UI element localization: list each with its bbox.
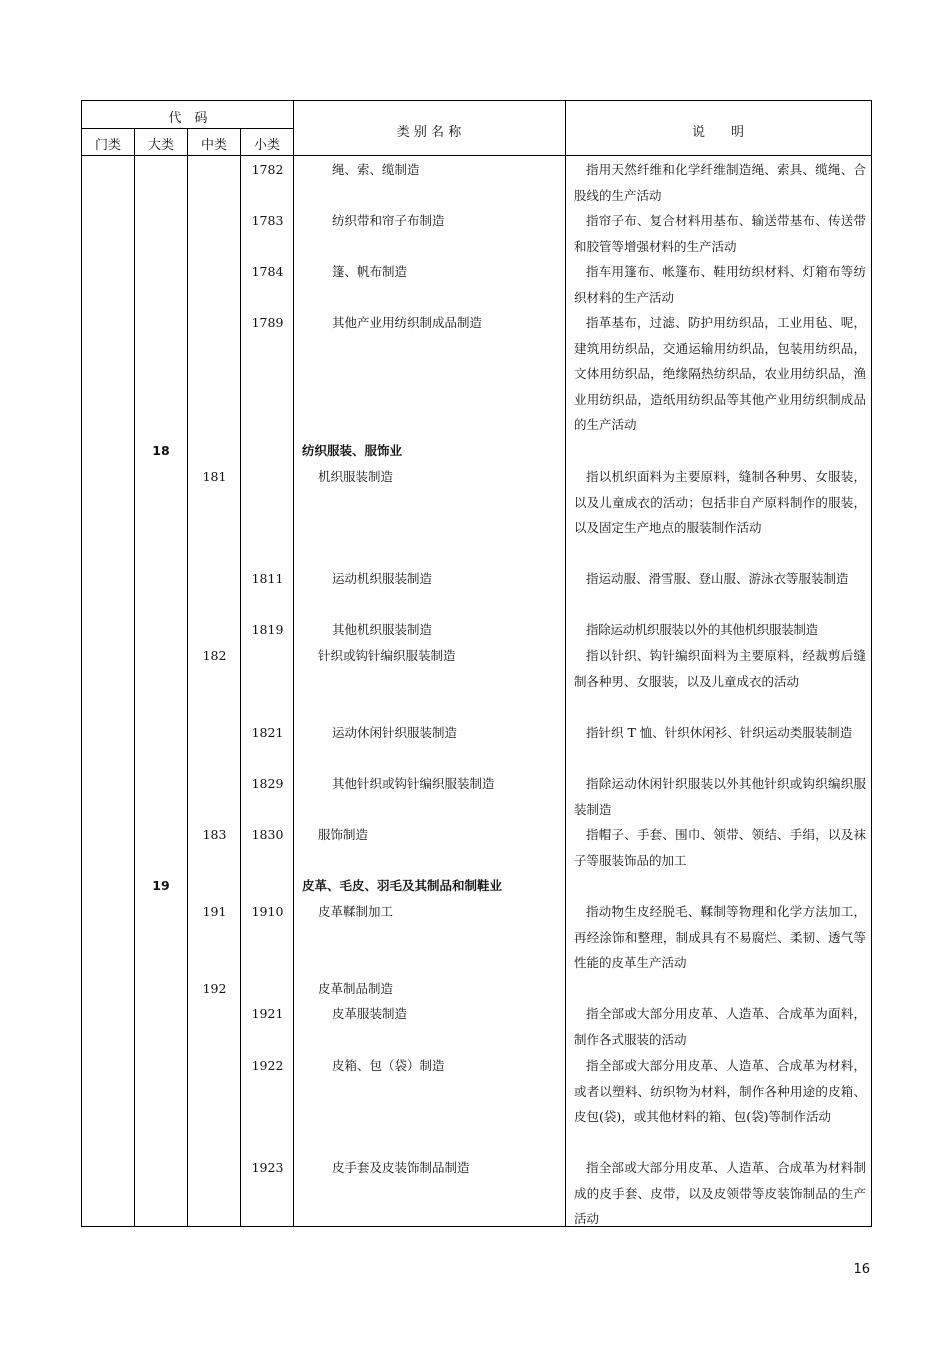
xiaolei-code: 1830 xyxy=(251,827,284,842)
page-number: 16 xyxy=(853,1262,870,1277)
category-description: 指除运动机织服装以外的其他机织服装制造 xyxy=(586,622,818,637)
category-name: 运动休闲针织服装制造 xyxy=(332,725,458,740)
category-description: 指革基布，过滤、防护用纺织品，工业用毡、呢，建筑用纺织品，交通运输用纺织品，包装用纺织品，文体用纺织品，绝缘隔热纺织品，农业用纺织品，渔业用纺织品，造纸用纺织品等其他产业用纺织制成品的生产活动 xyxy=(574,315,866,433)
category-name: 纺织带和帘子布制造 xyxy=(332,213,445,228)
category-description: 指全部或大部分用皮革、人造革、合成革为材料，或者以塑料、纺织物为材料，制作各种用途的皮箱、皮包(袋)，或其他材料的箱、包(袋)等制作活动 xyxy=(574,1058,866,1125)
category-description: 指用天然纤维和化学纤维制造绳、索具、缆绳、合股线的生产活动 xyxy=(574,162,866,203)
xiaolei-code: 1923 xyxy=(251,1160,284,1175)
dalei-code: 18 xyxy=(152,443,170,458)
category-description: 指针织 T 恤、针织休闲衫、针织运动类服装制造 xyxy=(586,725,853,740)
zhonglei-code: 181 xyxy=(202,469,227,484)
xiaolei-code: 1819 xyxy=(251,622,284,637)
xiaolei-code: 1921 xyxy=(251,1006,284,1021)
category-name: 皮革鞣制加工 xyxy=(318,904,394,919)
zhonglei-code: 192 xyxy=(202,981,227,996)
category-name: 纺织服装、服饰业 xyxy=(302,443,403,458)
header-bottom-line xyxy=(82,155,871,156)
category-description: 指动物生皮经脱毛、鞣制等物理和化学方法加工，再经涂饰和整理，制成具有不易腐烂、柔韧、透气等性能的皮革生产活动 xyxy=(574,904,866,971)
category-name: 绳、索、缆制造 xyxy=(332,162,420,177)
category-name: 篷、帆布制造 xyxy=(332,264,408,279)
col-divider xyxy=(187,129,188,1226)
xiaolei-code: 1922 xyxy=(251,1058,284,1073)
xiaolei-code: 1783 xyxy=(251,213,284,228)
category-name: 皮箱、包（袋）制造 xyxy=(332,1058,445,1073)
category-name: 皮手套及皮装饰制品制造 xyxy=(332,1160,470,1175)
header-description: 说 明 xyxy=(691,125,744,140)
xiaolei-code: 1829 xyxy=(251,776,284,791)
header-menlei: 门类 xyxy=(94,138,121,153)
header-dalei: 大类 xyxy=(147,138,174,153)
zhonglei-code: 183 xyxy=(202,827,227,842)
xiaolei-code: 1784 xyxy=(251,264,284,279)
col-divider xyxy=(134,129,135,1226)
category-description: 指帽子、手套、围巾、领带、领结、手绢，以及袜子等服装饰品的加工 xyxy=(574,827,866,868)
category-name: 机织服装制造 xyxy=(318,469,394,484)
category-name: 其他针织或钩针编织服装制造 xyxy=(332,776,495,791)
header-divider xyxy=(82,128,294,129)
xiaolei-code: 1910 xyxy=(251,904,284,919)
category-description: 指以机织面料为主要原料，缝制各种男、女服装，以及儿童成衣的活动；包括非自产原料制作的服装，以及固定生产地点的服装制作活动 xyxy=(574,469,866,536)
category-description: 指帘子布、复合材料用基布、输送带基布、传送带和胶管等增强材料的生产活动 xyxy=(574,213,866,254)
category-name: 其他产业用纺织制成品制造 xyxy=(332,315,483,330)
header-zhonglei: 中类 xyxy=(200,138,227,153)
category-description: 指车用篷布、帐篷布、鞋用纺织材料、灯箱布等纺织材料的生产活动 xyxy=(574,264,866,305)
classification-table xyxy=(81,100,872,1227)
category-name: 针织或钩针编织服装制造 xyxy=(318,648,456,663)
category-name: 皮革服装制造 xyxy=(332,1006,408,1021)
category-description: 指全部或大部分用皮革、人造革、合成革为面料，制作各式服装的活动 xyxy=(574,1006,866,1047)
xiaolei-code: 1789 xyxy=(251,315,284,330)
xiaolei-code: 1811 xyxy=(251,571,284,586)
zhonglei-code: 182 xyxy=(202,648,227,663)
category-description: 指除运动休闲针织服装以外其他针织或钩织编织服装制造 xyxy=(574,776,866,817)
category-name: 其他机织服装制造 xyxy=(332,622,433,637)
xiaolei-code: 1782 xyxy=(251,162,284,177)
category-description: 指运动服、滑雪服、登山服、游泳衣等服装制造 xyxy=(586,571,849,586)
zhonglei-code: 191 xyxy=(202,904,227,919)
category-description: 指全部或大部分用皮革、人造革、合成革为材料制成的皮手套、皮带，以及皮领带等皮装饰制品的生产活动 xyxy=(574,1160,866,1227)
dalei-code: 19 xyxy=(152,878,170,893)
col-divider xyxy=(565,101,566,1226)
category-description: 指以针织、钩针编织面料为主要原料，经裁剪后缝制各种男、女服装，以及儿童成衣的活动 xyxy=(574,648,866,689)
category-name: 服饰制造 xyxy=(318,827,369,842)
category-name: 皮革制品制造 xyxy=(318,981,394,996)
xiaolei-code: 1821 xyxy=(251,725,284,740)
header-code: 代 码 xyxy=(168,111,208,126)
header-category-name: 类 别 名 称 xyxy=(396,125,462,140)
header-xiaolei: 小类 xyxy=(253,138,280,153)
category-name: 运动机织服装制造 xyxy=(332,571,433,586)
category-name: 皮革、毛皮、羽毛及其制品和制鞋业 xyxy=(302,878,503,893)
